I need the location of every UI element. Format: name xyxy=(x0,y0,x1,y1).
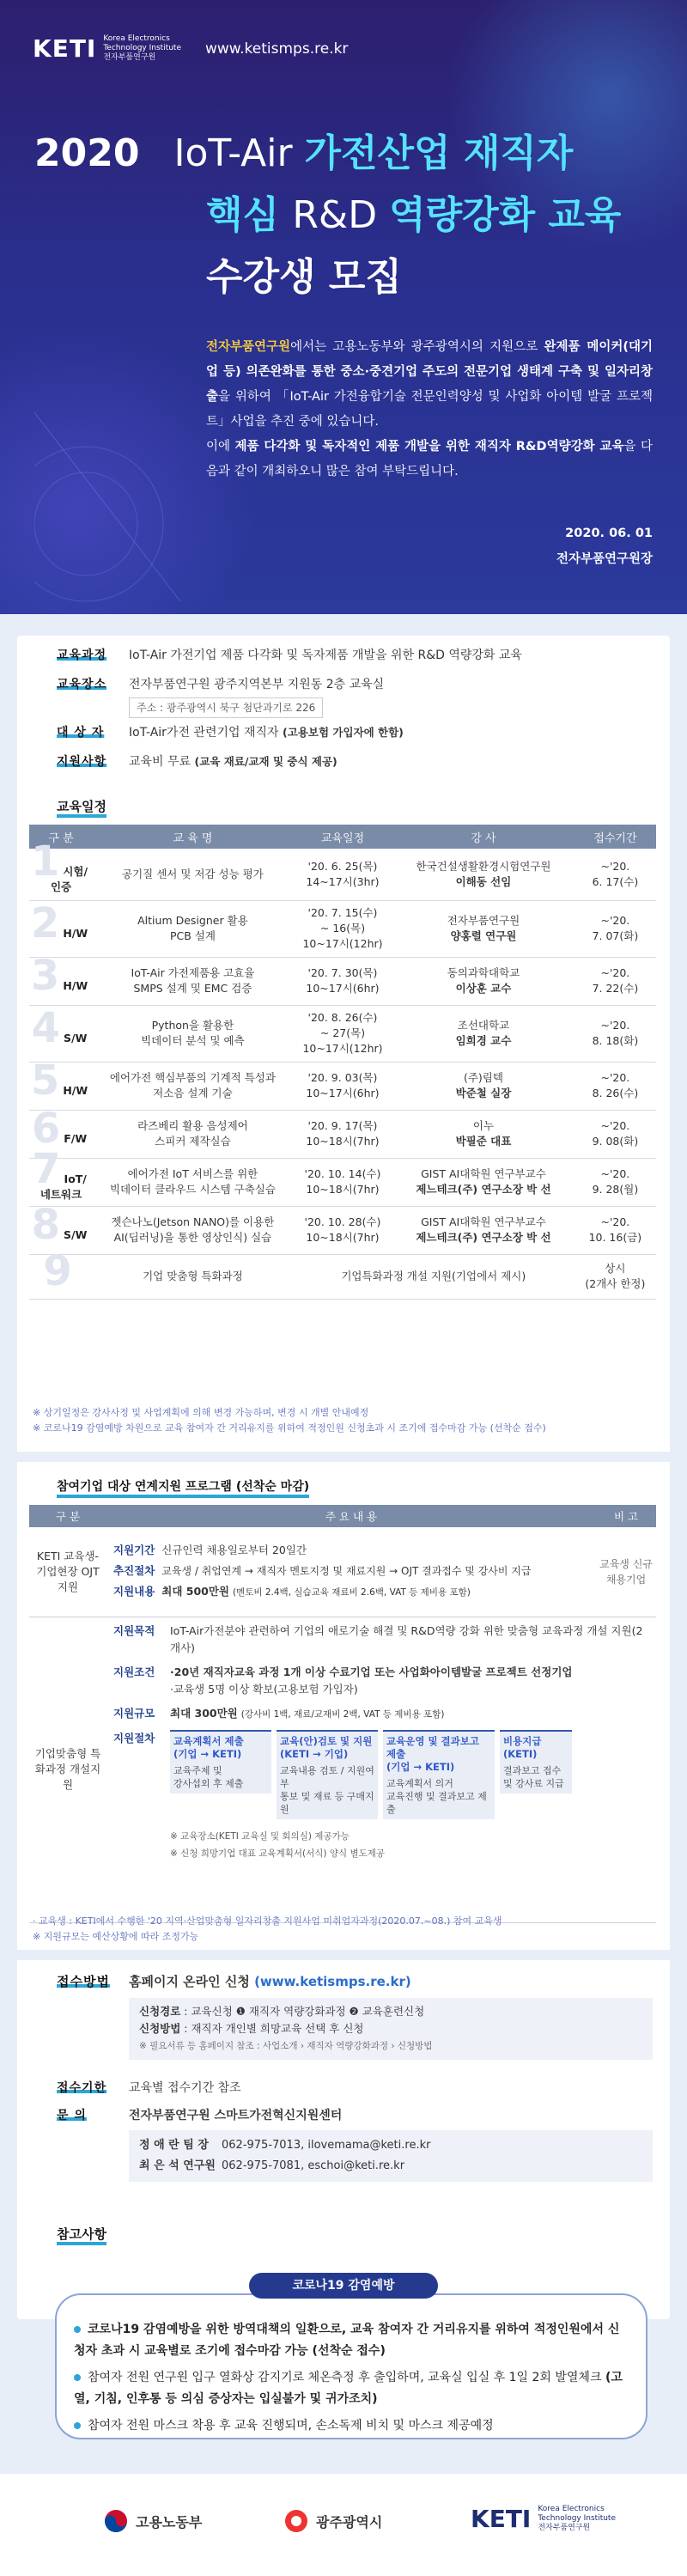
custom-category: 기업맞춤형 특화과정 개설지원 xyxy=(29,1617,106,1922)
process-step-3: 교육운영 및 결과보고 제출 (기업 → KETI) 교육계획서 의거 교육진행 및 결과보고 제출 xyxy=(383,1730,495,1819)
schedule-date: 기업특화과정 개설 지원(기업에서 제시) xyxy=(293,1254,575,1299)
address-box: 주소 : 광주광역시 북구 첨단과기로 226 xyxy=(129,697,323,718)
schedule-title: 교육일정 xyxy=(57,799,106,818)
schedule-lect: 전자부품연구원 양홍렬 연구원 xyxy=(392,900,575,957)
covid-bullet-2: 참여자 전원 연구원 입구 열화상 감지기로 체온측정 후 출입하며, 교육실 입실 후 1일 2회 발열체크 (고열, 기침, 인후통 등 의심 증상자는 입실불가 및 귀가조치) xyxy=(74,2371,623,2406)
schedule-due: 상시 (2개사 한정) xyxy=(575,1254,656,1299)
process-note-1: ※ 교육장소(KETI 교육실 및 회의실) 제공가능 xyxy=(170,1830,350,1842)
col-date: 교육일정 xyxy=(293,825,392,849)
decor-lines xyxy=(34,326,189,610)
schedule-cat: H/W xyxy=(63,979,88,992)
apply-method: 접수방법 홈페이지 온라인 신청 (www.ketismps.re.kr) xyxy=(57,1974,411,1989)
col-lecturer: 강 사 xyxy=(392,825,575,849)
hero-banner xyxy=(0,0,687,614)
process-step-4: 비용지급 (KETI) 결과보고 접수 및 강사료 지급 xyxy=(500,1730,572,1793)
schedule-name: IoT-Air 가전제품용 고효율 SMPS 설계 및 EMC 검증 xyxy=(93,957,293,1005)
schedule-name: 라즈베리 활용 음성제어 스피커 제작실습 xyxy=(93,1110,293,1158)
footer-logo-keti: KETI Korea Electronics Technology Institute 전자부품연구원 xyxy=(471,2505,616,2533)
schedule-note-2: ※ 코로나19 감염예방 차원으로 교육 참여자 간 거리유지를 위하여 적정인원 신청초과 시 조기에 접수마감 가능 (선착순 접수) xyxy=(33,1422,546,1434)
row-number: 1 xyxy=(30,837,60,886)
schedule-date: '20. 10. 14(수) 10~18시(7hr) xyxy=(293,1158,392,1206)
schedule-name: 젯슨나노(Jetson NANO)를 이용한 AI(딥러닝)을 통한 영상인식) 실습 xyxy=(93,1206,293,1254)
row-number: 6 xyxy=(31,1105,61,1153)
program-table: 구 분 주 요 내 용 비 고 KETI 교육생-기업현장 OJT 지원 지원기간 신규인력 채용일로부터 20일간 추진절차 교육생 / 취업연계 → 재직자 멘토지정 및 재료지원 → OJT 결과접수 및 강사비 지급 지원내용 최대 500만원 (멘토비 2.4백, 실습교육 재료비 2.6백, VAT 등 제비용 포함) 교육생 신규 채용기업 기업맞춤형 특화과정 개설지원 지원목적 IoT-Air가전분야 관련하여 기업의 애로기술 해결 및 R&D역량 강화 위한 맞춤형 교육과정 개설 지원(2개사) 지원조건 ·20년 재직자교육 과정 1개 이상 수료기업 또는 사업화아이템발굴 프로젝트 선정기업 ·교육생 5명 이상 확보(고용보험 가입자) 지원규모 최대 300만원 (강사비 1백, 재료/교재비 2백, VAT 등 제비용 포함) 지원절차 교육계획서 제출 (기업 → KETI) 교육주제 및 강사섭외 후 제출 교육(안)검토 및 지원 (KETI → 기업) 교육내용 검토 / 지원여부 통보 및 재료 등 구매지원 교육운영 및 결과보고 제출 (기업 → KETI) 교육계획서 의거 교육진행 및 결과보고 제출 비용지급 (KETI) 결과보고 접수 및 강사료 지급 ※ 교육장소(KETI 교육실 및 회의실) 제공가능 ※ 신청 희망기업 대표 교육계획서(서식) 양식 별도제공 xyxy=(29,1505,656,1923)
schedule-cat: S/W xyxy=(64,1032,88,1044)
schedule-name: Python을 활용한 빅데이터 분석 및 예측 xyxy=(93,1005,293,1062)
schedule-due: ~'20. 7. 07(화) xyxy=(575,900,656,957)
schedule-cat: F/W xyxy=(64,1132,88,1145)
process-step-1: 교육계획서 제출 (기업 → KETI) 교육주제 및 강사섭외 후 제출 xyxy=(170,1730,271,1793)
contact-2[interactable]: 062-975-7081, eschoi@keti.re.kr xyxy=(222,2159,405,2172)
schedule-name: 공기질 센서 및 저감 성능 평가 xyxy=(93,849,293,900)
schedule-row xyxy=(29,1110,656,1158)
schedule-due: ~'20. 6. 17(수) xyxy=(575,849,656,900)
col-due: 접수기간 xyxy=(575,825,656,849)
divider xyxy=(17,1452,670,1462)
schedule-due: ~'20. 7. 22(수) xyxy=(575,957,656,1005)
schedule-date: '20. 9. 17(목) 10~18시(7hr) xyxy=(293,1110,392,1158)
schedule-table xyxy=(29,825,656,1300)
contact-1[interactable]: 062-975-7013, ilovemama@keti.re.kr xyxy=(222,2139,431,2152)
program-note-2: ※ 지원규모는 예산상황에 따라 조정가능 xyxy=(33,1931,199,1942)
schedule-date: '20. 8. 26(수) ~ 27(목) 10~17시(12hr) xyxy=(293,1005,392,1062)
program-title: 참여기업 대상 연계지원 프로그램 (선착순 마감) xyxy=(57,1479,309,1498)
schedule-row xyxy=(29,1254,656,1299)
keti-logo-subtitle: Korea Electronics Technology Institute 전자부품연구원 xyxy=(103,34,181,62)
schedule-cat: 시험/인증 xyxy=(50,864,88,893)
info-course: 교육과정 IoT-Air 가전기업 제품 다각화 및 독자제품 개발을 위한 R&D 역량강화 교육 xyxy=(57,649,522,662)
signature: 2020. 06. 01 전자부품연구원장 xyxy=(556,527,653,566)
row-number: 4 xyxy=(31,1004,61,1052)
contact-box: 정 애 란 팀 장 062-975-7013, ilovemama@keti.re.kr 최 은 석 연구원 062-975-7081, eschoi@keti.re.kr xyxy=(129,2130,653,2182)
schedule-row xyxy=(29,849,656,900)
schedule-date: '20. 9. 03(목) 10~17시(6hr) xyxy=(293,1062,392,1110)
info-support: 지원사항 교육비 무료 (교육 재료/교재 및 중식 제공) xyxy=(57,755,337,769)
covid-box xyxy=(55,2293,647,2439)
apply-period: 접수기한 교육별 접수기간 참조 xyxy=(57,2081,241,2095)
site-url[interactable]: www.ketismps.re.kr xyxy=(205,40,349,58)
info-target: 대 상 자 IoT-Air가전 관련기업 재직자 (고용보험 가입자에 한함) xyxy=(57,726,404,740)
schedule-row xyxy=(29,900,656,957)
schedule-due: ~'20. 9. 08(화) xyxy=(575,1110,656,1158)
schedule-due: ~'20. 8. 26(수) xyxy=(575,1062,656,1110)
covid-bullet-3: 참여자 전원 마스크 착용 후 교육 진행되며, 손소독제 비치 및 마스크 제공예정 xyxy=(74,2415,629,2437)
info-place: 교육장소 전자부품연구원 광주지역본부 지원동 2층 교육실 주소 : 광주광역시 북구 첨단과기로 226 xyxy=(57,675,384,718)
program-note-1: · 교육생 : KETI에서 수행한 '20 지역·산업맞춤형 일자리창출 지원사업 미취업자과정(2020.07.~08.) 참여 교육생 xyxy=(33,1915,502,1927)
schedule-date: '20. 10. 28(수) 10~18시(7hr) xyxy=(293,1206,392,1254)
schedule-due: ~'20. 10. 16(금) xyxy=(575,1206,656,1254)
schedule-due: ~'20. 8. 18(화) xyxy=(575,1005,656,1062)
schedule-row xyxy=(29,957,656,1005)
row-number: 8 xyxy=(31,1201,61,1249)
title-line-1: 2020 IoT-Air 가전산업 재직자 xyxy=(34,131,574,175)
divider xyxy=(17,1950,670,1960)
row-number: 3 xyxy=(30,952,60,1000)
schedule-date: '20. 6. 25(목) 14~17시(3hr) xyxy=(293,849,392,900)
ref-title: 참고사항 xyxy=(57,2226,106,2245)
schedule-row xyxy=(29,1158,656,1206)
schedule-name: 에어가전 IoT 서비스를 위한 빅데이터 클라우드 시스템 구축실습 xyxy=(93,1158,293,1206)
taegeuk-icon xyxy=(103,2508,129,2534)
row-number: 5 xyxy=(30,1057,60,1105)
title-line-3: 수강생 모집 xyxy=(206,255,402,299)
schedule-lect: GIST AI대학원 연구부교수 제느테크(주) 연구소장 박 선 xyxy=(392,1158,575,1206)
apply-contact: 문 의 전자부품연구원 스마트가전혁신지원센터 xyxy=(57,2109,343,2122)
keti-logo: KETI xyxy=(33,34,97,63)
row-number: 7 xyxy=(32,1145,61,1193)
ojt-category: KETI 교육생-기업현장 OJT 지원 xyxy=(29,1527,106,1617)
row-number: 2 xyxy=(30,899,60,947)
ojt-note: 교육생 신규 채용기업 xyxy=(596,1527,656,1617)
covid-bullet-1: 코로나19 감염예방을 위한 방역대책의 일환으로, 교육 참여자 간 거리유지를 위하여 적정인원에서 신청자 초과 시 교육별로 조기에 접수마감 가능 (선착순 접수) xyxy=(74,2323,620,2358)
schedule-name: 에어가전 핵심부품의 기계적 특성과 저소음 설계 기술 xyxy=(93,1062,293,1110)
schedule-lect: (주)림텍 박준철 실장 xyxy=(392,1062,575,1110)
schedule-date: '20. 7. 15(수) ~ 16(목) 10~17시(12hr) xyxy=(293,900,392,957)
schedule-due: ~'20. 9. 28(월) xyxy=(575,1158,656,1206)
apply-link[interactable]: (www.ketismps.re.kr) xyxy=(254,1974,411,1989)
intro-paragraph: 전자부품연구원에서는 고용노동부와 광주광역시의 지원으로 완제품 메이커(대기업 등) 의존완화를 통한 중소·중견기업 주도의 전문기업 생태계 구축 및 일자리창출을 위하여 「IoT-Air 가전융합기술 전문인력양성 및 사업화 아이템 발굴 프로젝트」사업을 추진 중에 있습니다. 이에 제품 다각화 및 독자적인 제품 개발을 위한 재직자 R&D역량강화 교육을 다음과 같이 개최하오니 많은 참여 부탁드립니다. xyxy=(206,340,653,478)
schedule-cat: H/W xyxy=(63,927,88,940)
schedule-name: 기업 맞춤형 특화과정 xyxy=(93,1254,293,1299)
col-category: 구 분 xyxy=(29,825,93,849)
schedule-lect: 조선대학교 임희경 교수 xyxy=(392,1005,575,1062)
footer-logo-moel: 고용노동부 xyxy=(103,2508,202,2534)
schedule-note-1: ※ 상기일정은 강사사정 및 사업계획에 의해 변경 가능하며, 변경 시 개별 안내예정 xyxy=(33,1407,369,1418)
schedule-row xyxy=(29,1062,656,1110)
schedule-cat: S/W xyxy=(64,1228,88,1241)
process-step-2: 교육(안)검토 및 지원 (KETI → 기업) 교육내용 검토 / 지원여부 통보 및 재료 등 구매지원 xyxy=(277,1730,378,1819)
schedule-lect: 이누 박필준 대표 xyxy=(392,1110,575,1158)
schedule-row xyxy=(29,1005,656,1062)
covid-header: 코로나19 감염예방 xyxy=(249,2273,438,2299)
schedule-date: '20. 7. 30(목) 10~17시(6hr) xyxy=(293,957,392,1005)
col-course: 교 육 명 xyxy=(93,825,293,849)
row-number: 9 xyxy=(43,1247,72,1295)
schedule-lect: GIST AI대학원 연구부교수 제느테크(주) 연구소장 박 선 xyxy=(392,1206,575,1254)
apply-detail-box: 신청경로 : 교육신청 ❶ 재직자 역량강화과정 ❷ 교육훈련신청 신청방법 : 재직자 개인별 희망교육 선택 후 신청 ※ 필요서류 등 홈페이지 참조 : 사업소개 › 재직자 역량강화과정 › 신청방법 xyxy=(129,1998,653,2060)
title-line-2: 핵심 R&D 역량강화 교육 xyxy=(206,193,622,237)
schedule-name: Altium Designer 활용 PCB 설계 xyxy=(93,900,293,957)
process-flow xyxy=(170,1730,572,1819)
schedule-lect: 한국건설생활환경시험연구원 이해동 선임 xyxy=(392,849,575,900)
schedule-cat: IoT/ 네트워크 xyxy=(40,1172,87,1201)
schedule-lect: 동의과학대학교 이상훈 교수 xyxy=(392,957,575,1005)
gwangju-emblem-icon xyxy=(283,2508,309,2534)
footer xyxy=(0,2474,687,2576)
process-note-2: ※ 신청 희망기업 대표 교육계획서(서식) 양식 별도제공 xyxy=(170,1848,386,1859)
schedule-cat: H/W xyxy=(63,1084,88,1097)
footer-logo-gwangju: 광주광역시 xyxy=(283,2508,382,2534)
schedule-row xyxy=(29,1206,656,1254)
